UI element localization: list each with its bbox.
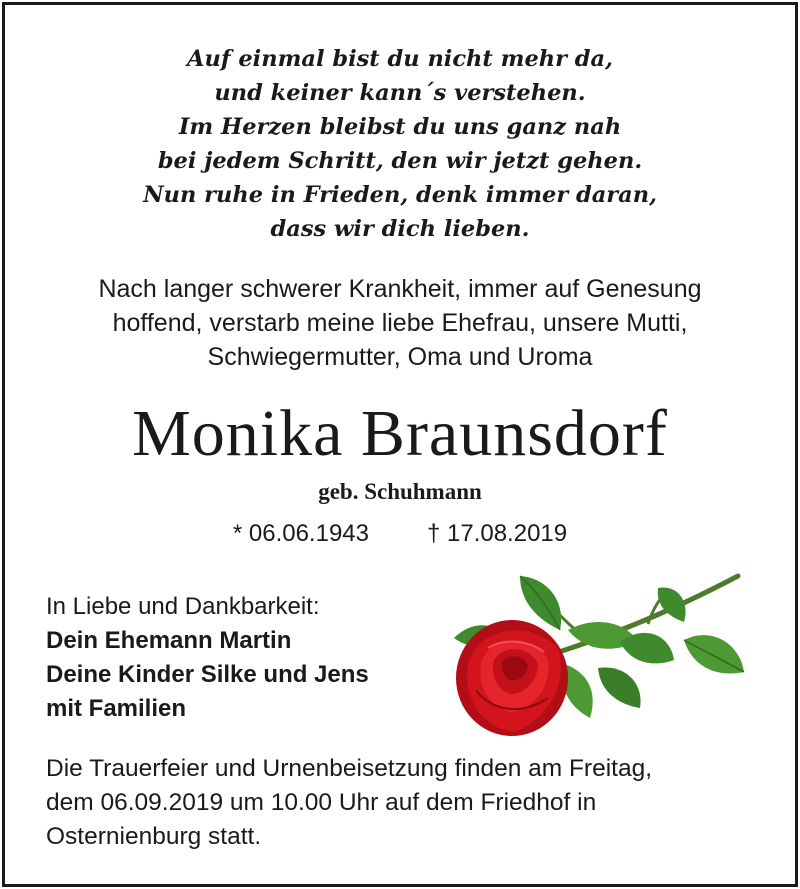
poem-line: dass wir dich lieben. xyxy=(270,216,530,242)
poem-line: Im Herzen bleibst du uns ganz nah xyxy=(178,114,622,140)
mourner-line: Deine Kinder Silke und Jens xyxy=(46,661,369,688)
mourner-line: Dein Ehemann Martin xyxy=(46,627,292,654)
service-line: Osternienburg statt. xyxy=(46,823,262,850)
life-dates xyxy=(0,519,800,549)
mourners xyxy=(46,590,369,726)
service-line: Die Trauerfeier und Urnenbeisetzung finden am Freitag, xyxy=(46,755,653,782)
death-date: † 17.08.2019 xyxy=(426,520,568,547)
poem-line: und keiner kann´s verstehen. xyxy=(214,80,586,106)
poem-line: bei jedem Schritt, den wir jetzt gehen. xyxy=(157,148,643,174)
intro-text xyxy=(0,272,800,374)
red-rose-icon xyxy=(448,568,748,740)
deceased-name: Monika Braunsdorf xyxy=(132,397,668,470)
intro-line: Nach langer schwerer Krankheit, immer auf Genesung xyxy=(98,275,702,303)
maiden-name: geb. Schuhmann xyxy=(318,479,482,504)
birth-date: * 06.06.1943 xyxy=(232,520,369,547)
intro-line: hoffend, verstarb meine liebe Ehefrau, unsere Mutti, xyxy=(112,309,688,337)
poem-line: Nun ruhe in Frieden, denk immer daran, xyxy=(143,182,657,208)
mourners-intro: In Liebe und Dankbarkeit: xyxy=(46,593,320,620)
mourner-line: mit Familien xyxy=(46,695,187,722)
intro-line: Schwiegermutter, Oma und Uroma xyxy=(207,343,593,371)
service-info xyxy=(46,752,652,854)
service-line: dem 06.09.2019 um 10.00 Uhr auf dem Friedhof in xyxy=(46,789,597,816)
poem xyxy=(0,42,800,246)
poem-line: Auf einmal bist du nicht mehr da, xyxy=(187,46,613,72)
